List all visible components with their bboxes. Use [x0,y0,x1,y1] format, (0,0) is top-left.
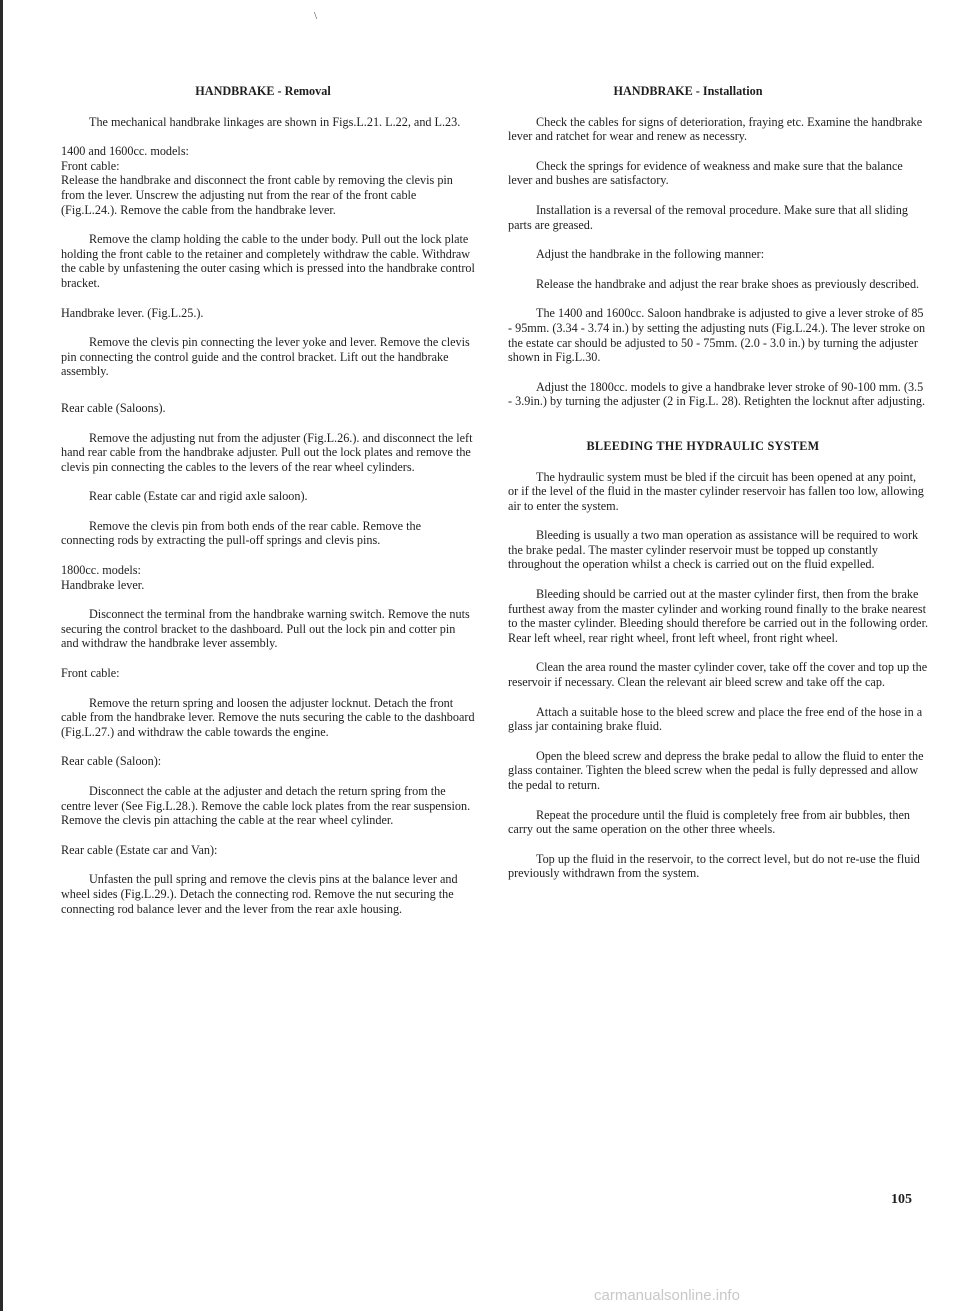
paragraph: The mechanical handbrake linkages are shown in Figs.L.21. L.22, and L.23. [89,114,461,129]
subheading: 1400 and 1600cc. models: [61,144,189,159]
heading-main: HANDBRAKE - [195,84,285,98]
subheading: Handbrake lever. [61,577,145,592]
paragraph: Top up the fluid in the reservoir, to the correct level, but do not re-use the fluid previously withdrawn from the system. [508,851,920,881]
heading-bleeding-hydraulic-system: BLEEDING THE HYDRAULIC SYSTEM [586,438,820,453]
subheading: Rear cable (Saloon): [61,754,162,769]
heading-sub: Installation [702,84,763,98]
page-number: 105 [891,1192,912,1207]
paragraph: Release the handbrake and disconnect the front cable by removing the clevis pin from the lever. Unscrew the adjusting nut from the rear of the front cable (Fig.L.24.). Remove the cable from the handbrake lever. [61,173,453,217]
paragraph: Adjust the 1800cc. models to give a handbrake lever stroke of 90-100 mm. (3.5 - 3.9in.) by turning the adjuster (2 in Fig.L. 28). Retighten the locknut after adjusting. [508,379,926,409]
paragraph: Bleeding is usually a two man operation as assistance will be required to work the brake pedal. The master cylinder reservoir must be topped up constantly throughout the operation whilst a check is carried out on the fluid expelled. [508,528,919,572]
heading-handbrake-installation [508,84,928,99]
paragraph: Attach a suitable hose to the bleed screw and place the free end of the hose in a glass jar containing brake fluid. [508,704,923,734]
page-edge-rule [0,0,3,1311]
paragraph: Remove the clevis pin from both ends of the rear cable. Remove the connecting rods by extracting the pull-off springs and clevis pins. [61,518,422,548]
right-column [508,84,928,896]
subheading: Rear cable (Estate car and rigid axle saloon). [89,489,308,504]
paragraph: Unfasten the pull spring and remove the clevis pins at the balance lever and wheel sides (Fig.L.29.). Detach the connecting rod. Remove the nut securing the connecting rod balance lever and the lever from the rear axle housing. [61,872,458,916]
paragraph: Disconnect the cable at the adjuster and detach the return spring from the centre lever (See Fig.L.28.). Remove the cable lock plates from the rear suspension. Remove the clevis pin attaching the cable at the rear wheel cylinder. [61,784,471,828]
paragraph: Bleeding should be carried out at the master cylinder first, then from the brake furthest away from the master cylinder and working round finally to the brake nearest to the master cylinder. Bleeding should therefore be carried out in the following order. Rear left wheel, rear right wheel, front left wheel, front right wheel. [508,587,929,645]
paragraph: Installation is a reversal of the removal procedure. Make sure that all sliding parts are greased. [508,202,908,232]
heading-main: HANDBRAKE - [613,84,703,98]
watermark: carmanualsonline.info [594,1287,740,1304]
paragraph: Adjust the handbrake in the following manner: [536,247,765,262]
subheading: Rear cable (Saloons). [61,400,166,415]
heading-handbrake-removal [61,84,475,99]
paragraph: Remove the adjusting nut from the adjuster (Fig.L.26.). and disconnect the left hand rear cable from the handbrake adjuster. Pull out the lock plates and remove the clevis pin connecting the cables to the levers of the rear wheel cylinders. [61,430,473,474]
paragraph: Clean the area round the master cylinder cover, take off the cover and top up the reservoir if necessary. Clean the relevant air bleed screw and take off the cap. [508,660,928,690]
top-mark: \ [314,10,318,22]
paragraph: Repeat the procedure until the fluid is completely free from air bubbles, then carry out the same operation on the other three wheels. [508,807,910,837]
paragraph: The hydraulic system must be bled if the circuit has been opened at any point, or if the level of the fluid in the master cylinder reservoir has fallen too low, allowing air to enter the system. [508,469,924,513]
left-column [61,84,475,931]
subheading: Front cable: [61,666,120,681]
paragraph: The 1400 and 1600cc. Saloon handbrake is adjusted to give a lever stroke of 85 - 95mm. (3.34 - 3.74 in.) by setting the adjusting nuts (Fig.L.24.). The lever stroke on the estate car should be adjusted to 50 - 75mm. (2.0 - 3.0 in.) by turning the adjuster shown in Fig.L.30. [508,306,926,365]
paragraph: Remove the clevis pin connecting the lever yoke and lever. Remove the clevis pin connecting the control guide and the control bracket. Lift out the handbrake assembly. [61,335,470,379]
subheading: 1800cc. models: [61,563,141,578]
subheading: Front cable: [61,158,120,173]
paragraph: Check the springs for evidence of weakness and make sure that the balance lever and bushes are satisfactory. [508,158,903,188]
paragraph: Open the bleed screw and depress the brake pedal to allow the fluid to enter the glass container. Tighten the bleed screw when the pedal is fully depressed and allow the pedal to return. [508,748,924,792]
heading-sub: Removal [284,84,331,98]
paragraph: Remove the clamp holding the cable to the under body. Pull out the lock plate holding the front cable to the retainer and completely withdraw the cable. Withdraw the cable by unfastening the outer casing which is pressed into the handbrake control bracket. [61,232,475,290]
paragraph: Release the handbrake and adjust the rear brake shoes as previously described. [536,276,920,291]
subheading: Rear cable (Estate car and Van): [61,842,218,857]
subheading: Handbrake lever. (Fig.L.25.). [61,305,204,320]
paragraph: Remove the return spring and loosen the adjuster locknut. Detach the front cable from the handbrake lever. Remove the nuts securing the cable to the dashboard (Fig.L.27.) and withdraw the cable towards the engine. [61,695,475,739]
paragraph: Disconnect the terminal from the handbrake warning switch. Remove the nuts securing the control bracket to the dashboard. Pull out the lock pin and cotter pin and withdraw the handbrake lever assembly. [61,607,470,651]
paragraph: Check the cables for signs of deterioration, fraying etc. Examine the handbrake lever and ratchet for wear and renew as necessry. [508,114,923,144]
